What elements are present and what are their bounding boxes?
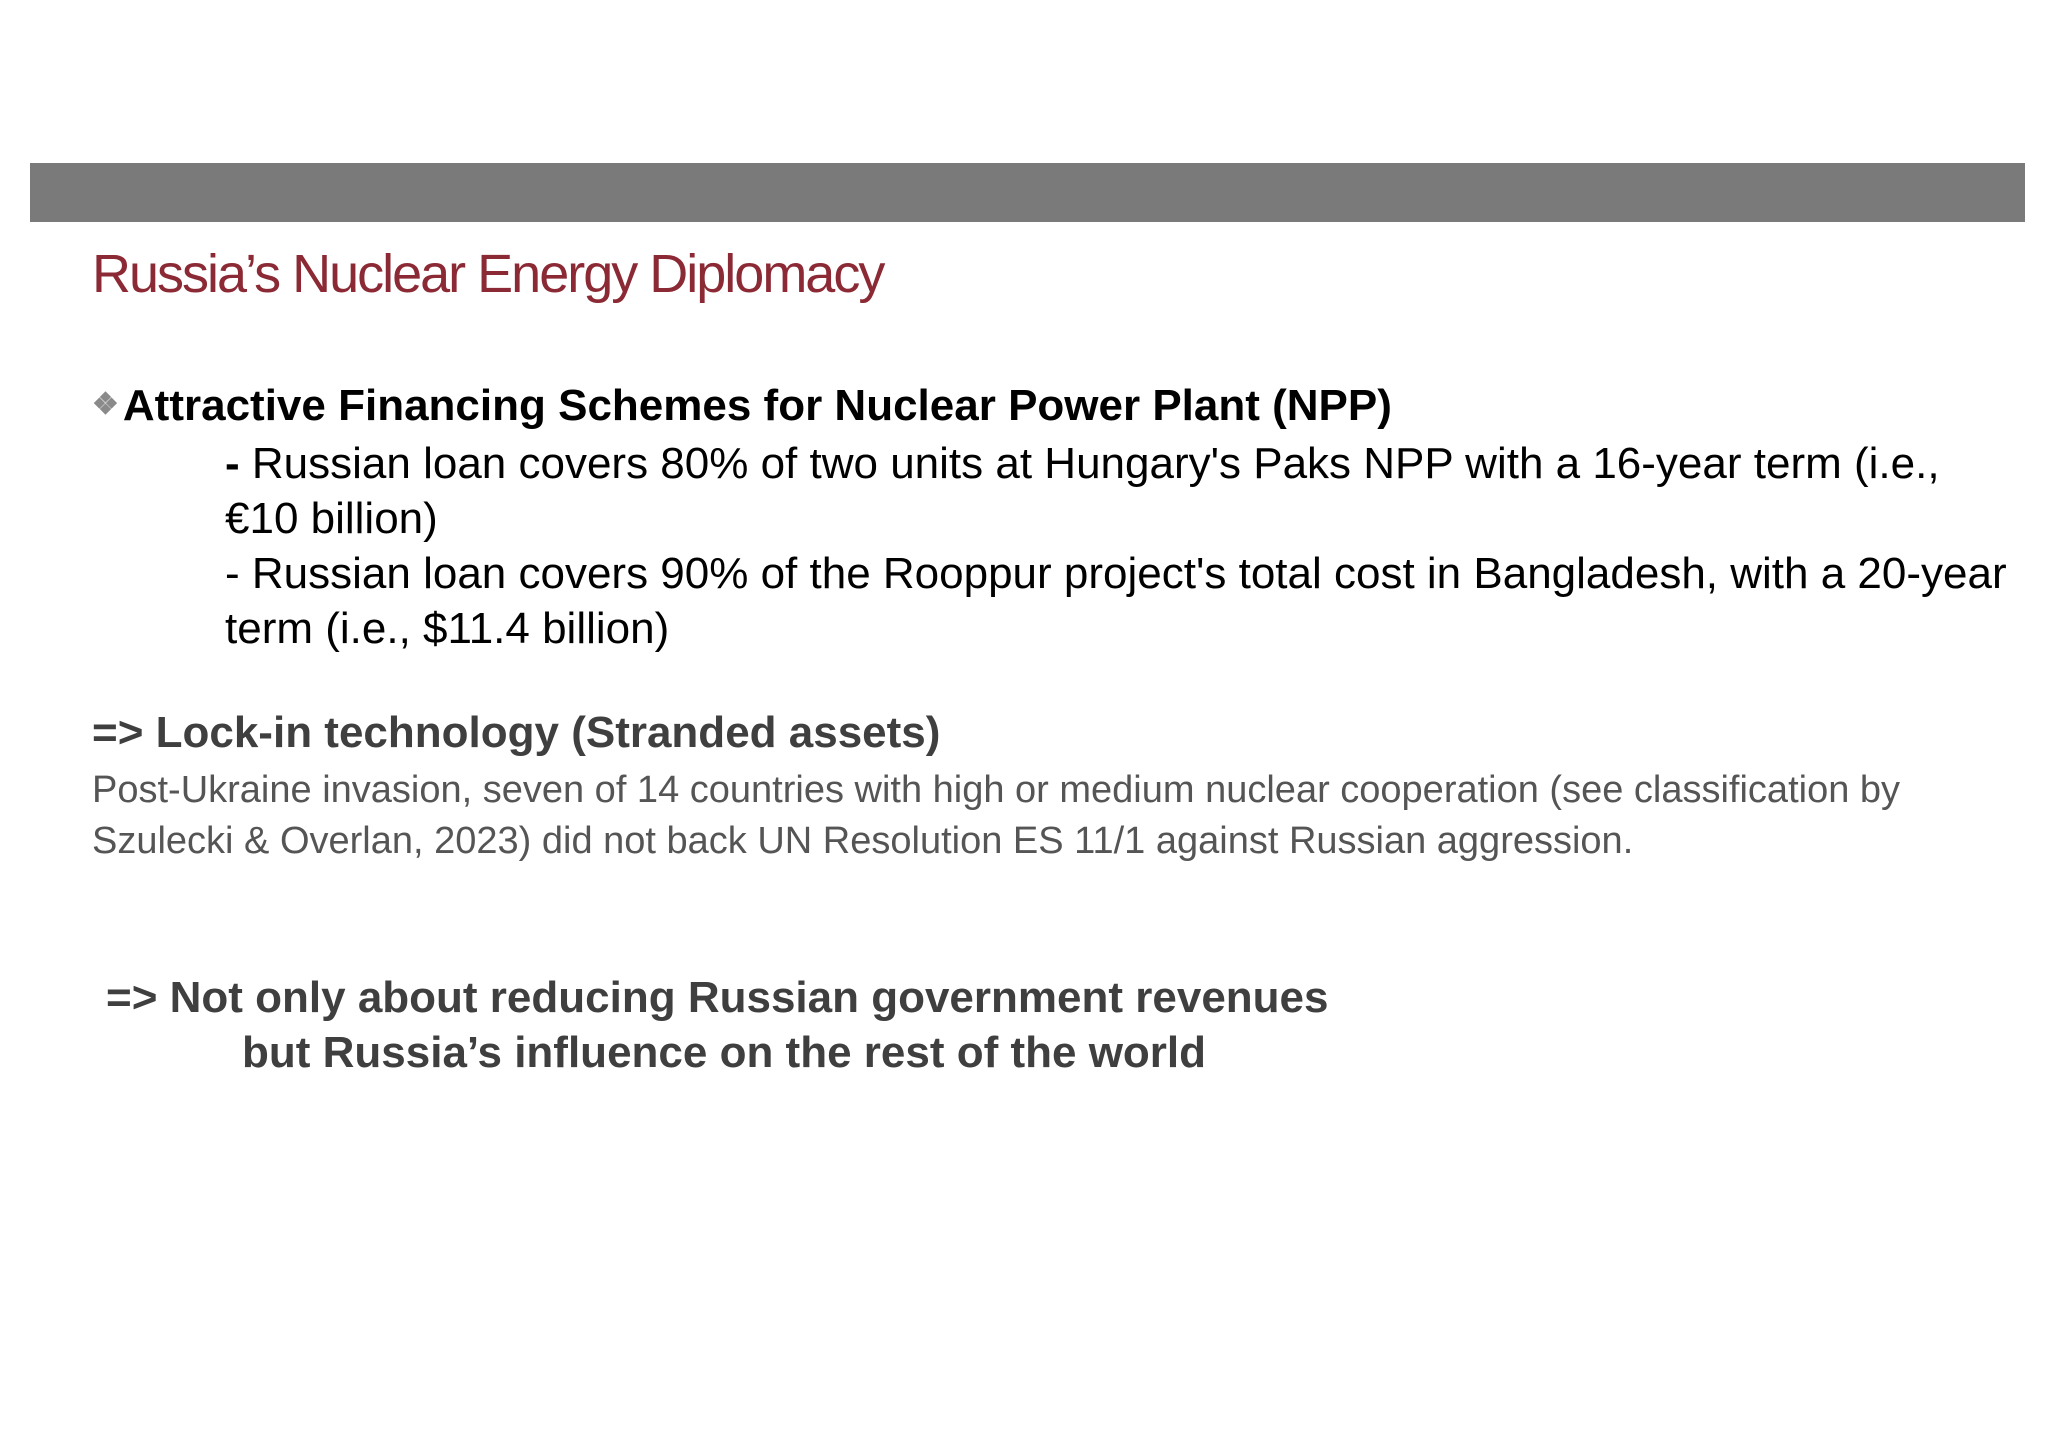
dash-marker: - xyxy=(225,549,240,599)
dash-marker: - xyxy=(225,439,240,489)
list-item xyxy=(225,546,2025,656)
conclusion-line-2: but Russia’s influence on the rest of the world xyxy=(242,1028,1207,1077)
lockin-heading: => Lock-in technology (Stranded assets) xyxy=(92,708,941,757)
list-item xyxy=(225,436,2025,546)
financing-sub-list xyxy=(225,436,2025,656)
header-bar xyxy=(30,163,2025,222)
lockin-body: Post-Ukraine invasion, seven of 14 countries with high or medium nuclear cooperation (see classification by Szulecki & Overlan, 2023) did not back UN Resolution ES 11/1 against Russian aggression. xyxy=(92,769,1901,862)
conclusion-line-1: => Not only about reducing Russian government revenues xyxy=(106,973,1329,1022)
list-item-text: Russian loan covers 90% of the Rooppur project's total cost in Bangladesh, with a 20-year term (i.e., $11.4 billion) xyxy=(225,549,2007,654)
conclusion xyxy=(106,970,1328,1080)
financing-heading: Attractive Financing Schemes for Nuclear Power Plant (NPP) xyxy=(122,381,1392,430)
diamond-bullet-icon: ❖ xyxy=(92,388,119,422)
list-item-text: Russian loan covers 80% of two units at Hungary's Paks NPP with a 16-year term (i.e., €10 billion) xyxy=(225,439,1940,544)
financing-section xyxy=(92,378,2007,656)
financing-heading-row xyxy=(92,378,1992,436)
slide-title: Russia’s Nuclear Energy Diplomacy xyxy=(92,244,884,304)
